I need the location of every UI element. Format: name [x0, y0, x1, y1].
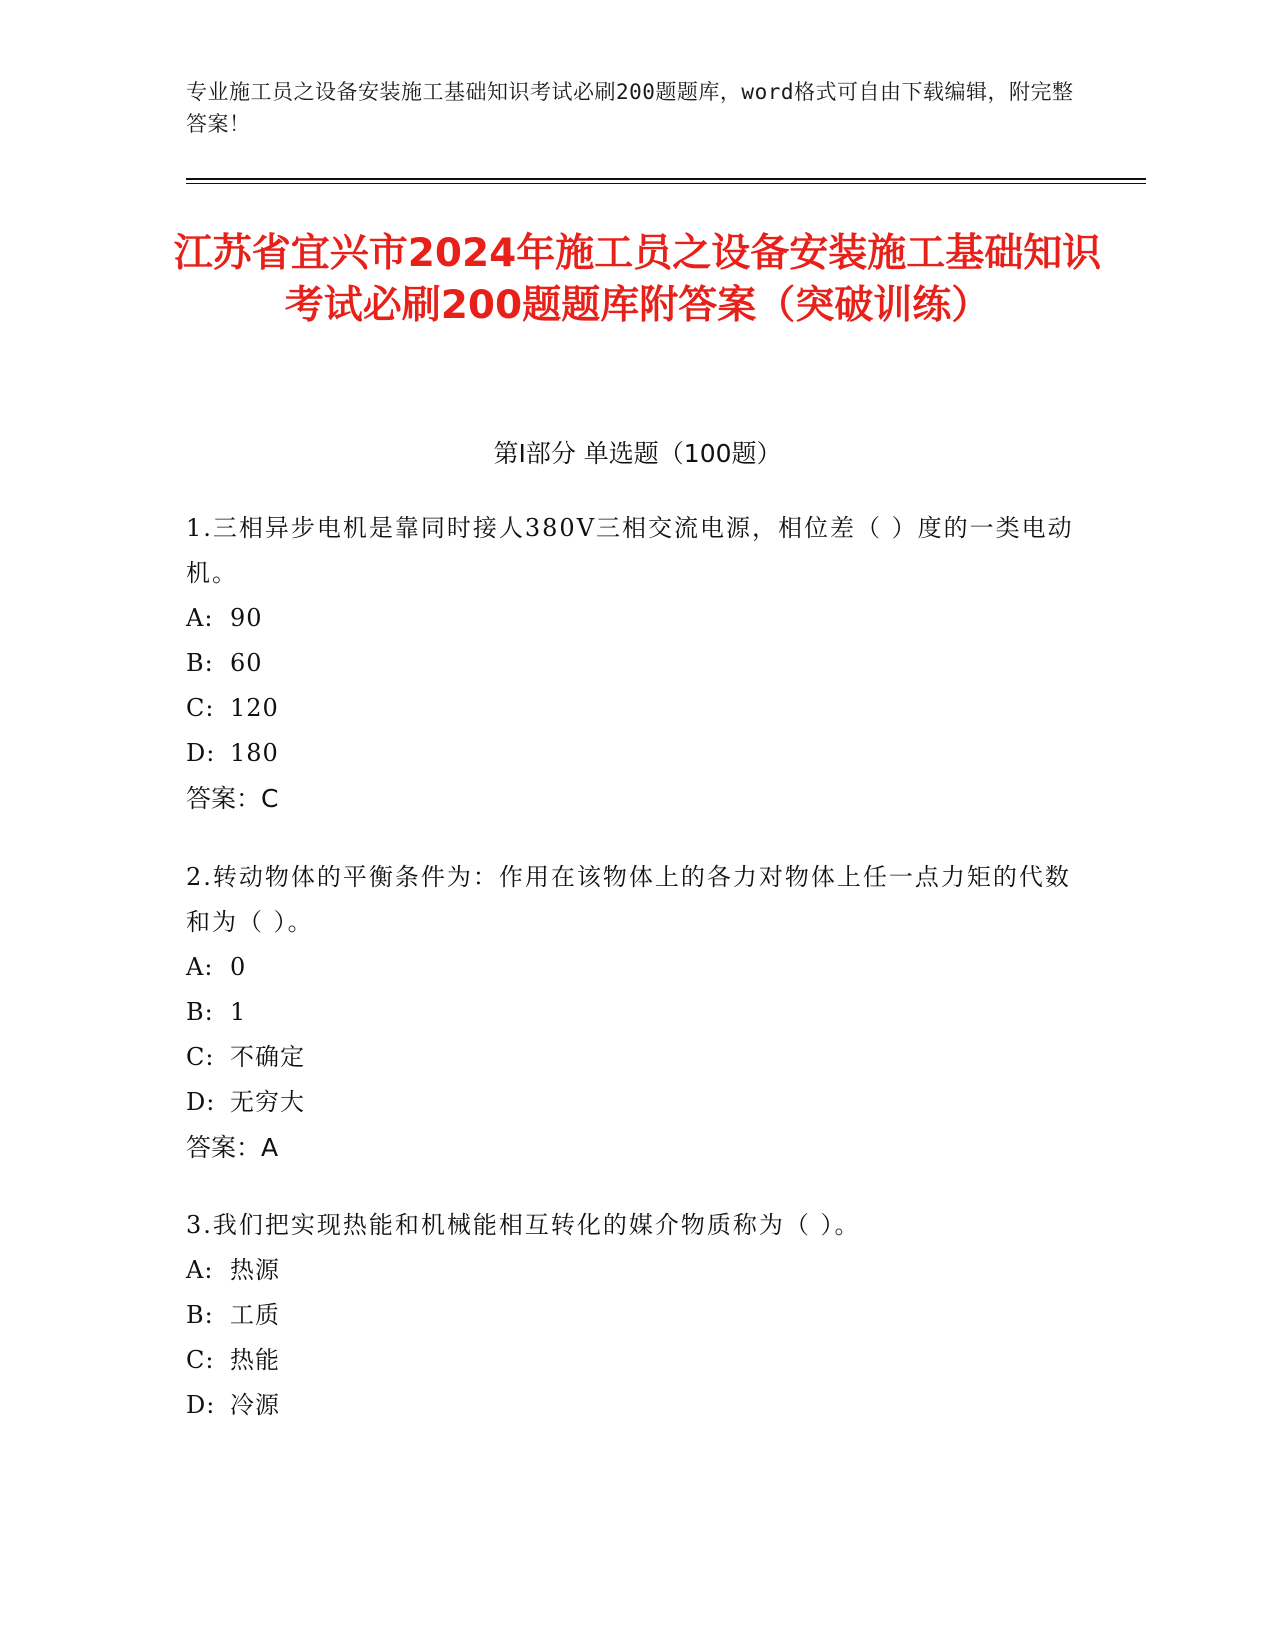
option-text: 冷源: [230, 1391, 280, 1419]
option-d: [186, 1080, 1076, 1125]
option-text: 120: [230, 694, 279, 722]
option-a: [186, 945, 1076, 990]
option-letter: C:: [186, 1043, 215, 1071]
option-c: [186, 1035, 1076, 1080]
header-note: 专业施工员之设备安装施工基础知识考试必刷200题题库，word格式可自由下载编辑，附完整答案！: [186, 80, 1074, 136]
option-text: 60: [230, 649, 263, 677]
option-text: 180: [230, 739, 279, 767]
option-a: [186, 596, 1076, 641]
answer: 答案：A: [186, 1133, 279, 1162]
option-text: 工质: [230, 1301, 280, 1329]
option-text: 热能: [230, 1346, 280, 1374]
option-letter: D:: [186, 1391, 216, 1419]
document-title: 江苏省宜兴市2024年施工员之设备安装施工基础知识考试必刷200题题库附答案（突破训练）: [173, 231, 1102, 328]
question-stem: 1.三相异步电机是靠同时接人380V三相交流电源，相位差（ ）度的一类电动机。: [186, 514, 1074, 587]
option-text: 1: [230, 998, 247, 1026]
option-letter: D:: [186, 739, 216, 767]
option-c: [186, 686, 1076, 731]
option-text: 无穷大: [230, 1088, 305, 1116]
question-stem: 3.我们把实现热能和机械能相互转化的媒介物质称为（ ）。: [186, 1211, 861, 1239]
option-a: [186, 1248, 1076, 1293]
option-d: [186, 1383, 1076, 1428]
option-letter: B:: [186, 1301, 214, 1329]
option-letter: A:: [186, 1256, 214, 1284]
option-b: [186, 1293, 1076, 1338]
option-c: [186, 1338, 1076, 1383]
option-text: 热源: [230, 1256, 280, 1284]
option-letter: C:: [186, 1346, 215, 1374]
question-stem: 2.转动物体的平衡条件为：作用在该物体上的各力对物体上任一点力矩的代数和为（ ）。: [186, 863, 1071, 936]
option-letter: D:: [186, 1088, 216, 1116]
question-3: [186, 1203, 1076, 1428]
option-text: 不确定: [230, 1043, 305, 1071]
option-letter: B:: [186, 998, 214, 1026]
option-d: [186, 731, 1076, 776]
option-text: 90: [230, 604, 263, 632]
option-letter: A:: [186, 953, 214, 981]
header-rule-thin: [186, 183, 1146, 184]
option-b: [186, 641, 1076, 686]
question-1: [186, 506, 1076, 821]
option-letter: A:: [186, 604, 214, 632]
answer: 答案：C: [186, 784, 279, 813]
option-letter: C:: [186, 694, 215, 722]
section-heading: 第Ⅰ部分 单选题（100题）: [493, 439, 782, 468]
option-text: 0: [230, 953, 247, 981]
option-b: [186, 990, 1076, 1035]
header-rule-thick: [186, 178, 1146, 180]
question-2: [186, 855, 1076, 1170]
option-letter: B:: [186, 649, 214, 677]
